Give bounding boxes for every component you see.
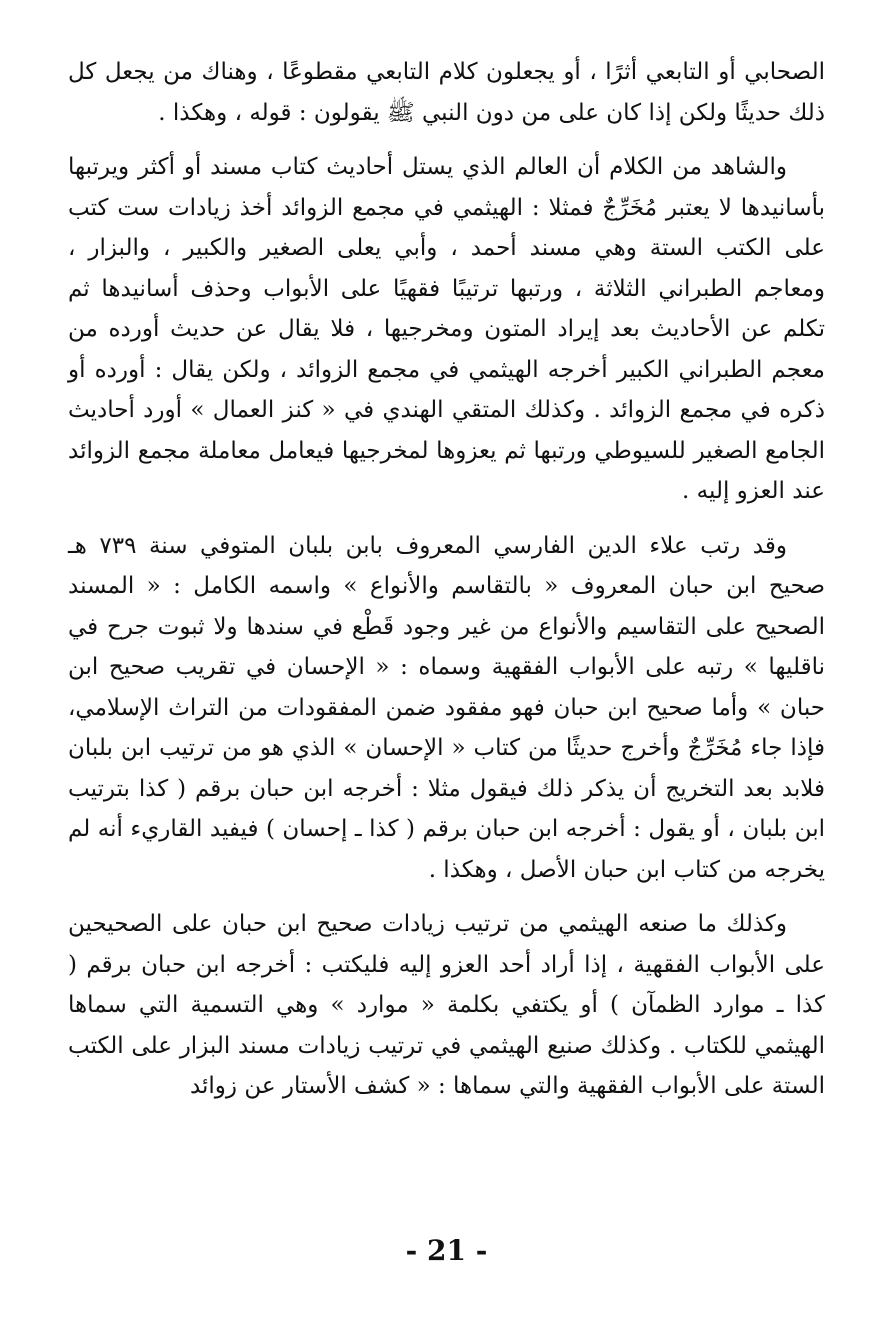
document-page	[68, 52, 825, 1302]
page-number: - 21 -	[405, 1234, 488, 1267]
paragraph-3: وقد رتب علاء الدين الفارسي المعروف بابن بلبان المتوفي سنة ٧٣٩ هـ صحيح ابن حبان المعروف « بالتقاسم والأنواع » واسمه الكامل : « المسند الصحيح على التقاسيم والأنواع من غير وجود قَطْع في سندها ولا ثبوت جرح في ناقليها » رتبه على الأبواب الفقهية وسماه : « الإحسان في تقريب صحيح ابن حبان » وأما صحيح ابن حبان فهو مفقود ضمن المفقودات من التراث الإسلامي، فإذا جاء مُخَرِّجٌ وأخرج حديثًا من كتاب « الإحسان » الذي هو من ترتيب ابن بلبان فلابد بعد التخريج أن يذكر ذلك فيقول مثلا : أخرجه ابن حبان برقم ( كذا بترتيب ابن بلبان ، أو يقول : أخرجه ابن حبان برقم ( كذا ـ إحسان ) فيفيد القاريء أنه لم يخرجه من كتاب ابن حبان الأصل ، وهكذا .	[68, 532, 825, 883]
paragraph-1: الصحابي أو التابعي أثرًا ، أو يجعلون كلام التابعي مقطوعًا ، وهناك من يجعل كل ذلك حديثًا ولكن إذا كان على من دون النبي ﷺ يقولون : قوله ، وهكذا .	[68, 59, 825, 126]
paragraph-4: وكذلك ما صنعه الهيثمي من ترتيب زيادات صحيح ابن حبان على الصحيحين على الأبواب الفقهية ، إذا أراد أحد العزو إليه فليكتب : أخرجه ابن حبان برقم ( كذا ـ موارد الظمآن ) أو يكتفي بكلمة « موارد » وهي التسمية التي سماها الهيثمي للكتاب . وكذلك صنيع الهيثمي في ترتيب زيادات مسند البزار على الكتب الستة على الأبواب الفقهية والتي سماها : « كشف الأستار عن زوائد	[68, 911, 825, 1099]
paragraph-2: والشاهد من الكلام أن العالم الذي يستل أحاديث كتاب مسند أو أكثر ويرتبها بأسانيدها لا يعتبر مُخَرِّجٌ فمثلا : الهيثمي في مجمع الزوائد أخذ زيادات ست كتب على الكتب الستة وهي مسند أحمد ، وأبي يعلى الصغير والكبير ، والبزار ، ومعاجم الطبراني الثلاثة ، ورتبها ترتيبًا فقهيًا على الأبواب وحذف أسانيدها ثم تكلم عن الأحاديث بعد إيراد المتون ومخرجيها ، فلا يقال عن حديث أورده من معجم الطبراني الكبير أخرجه الهيثمي في مجمع الزوائد ، ولكن يقال : أورده أو ذكره في مجمع الزوائد . وكذلك المتقي الهندي في « كنز العمال » أورد أحاديث الجامع الصغير للسيوطي ورتبها ثم يعزوها لمخرجيها فيعامل معاملة مجمع الزوائد عند العزو إليه .	[68, 154, 825, 504]
